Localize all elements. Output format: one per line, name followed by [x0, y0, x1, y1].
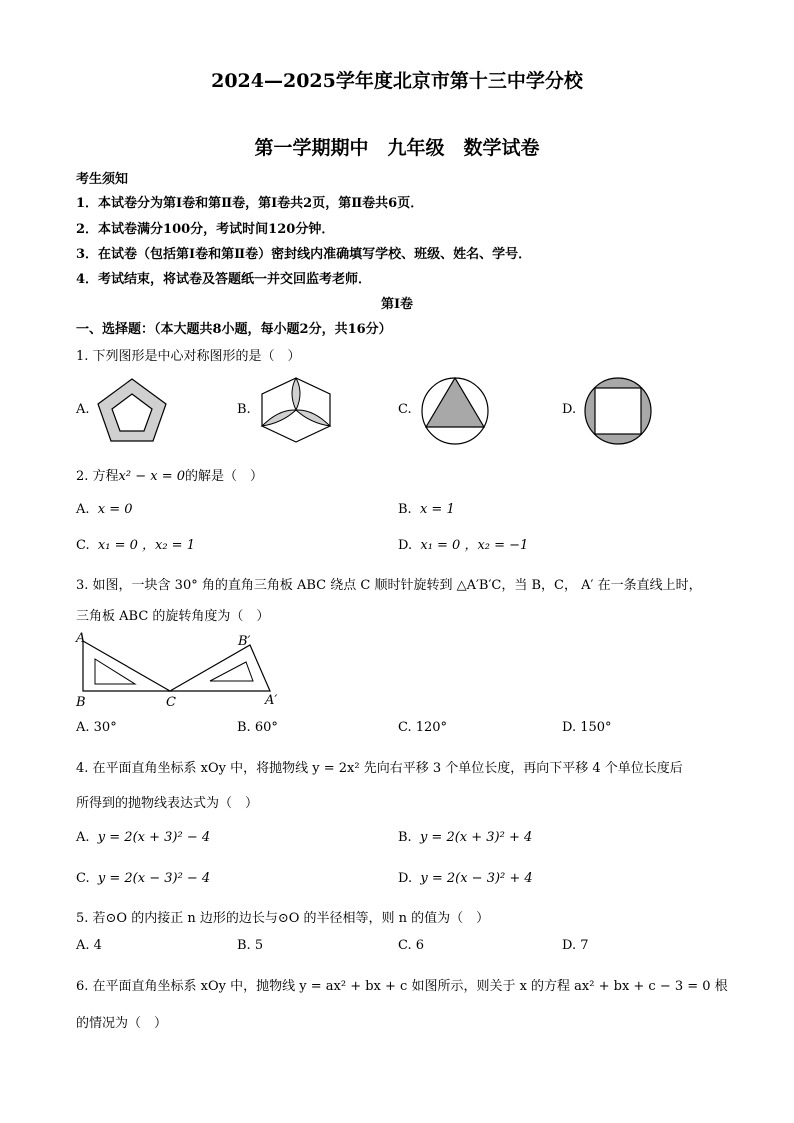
q5-option-a: A. 4: [76, 938, 102, 953]
q3-label-b-prime: B′: [238, 634, 251, 649]
q5-stem: 5. 若⊙O 的内接正 n 边形的边长与⊙O 的半径相等，则 n 的值为（ ）: [76, 911, 490, 926]
q3-option-a: A. 30°: [76, 720, 117, 735]
q3-label-a-prime: A′: [265, 693, 278, 708]
q6-stem-line1: 6. 在平面直角坐标系 xOy 中，抛物线 y = ax² + bx + c 如图所示，则关于 x 的方程 ax² + bx + c − 3 = 0 根: [76, 979, 728, 994]
exam-title: 2024—2025学年度北京市第十三中学分校: [211, 70, 583, 92]
q1-option-d-label: D.: [562, 402, 577, 417]
q1-figure-d-circle-square: [583, 376, 653, 446]
q2-stem: [76, 465, 263, 484]
q6-stem-line2: 的情况为（ ）: [76, 1016, 168, 1031]
q3-stem-line2: 三角板 ABC 的旋转角度为（ ）: [76, 609, 270, 624]
volume-heading: 第Ⅰ卷: [380, 297, 414, 312]
q4-option-b: B. y = 2(x + 3)² + 4: [398, 830, 533, 845]
q2-equation: x² − x = 0: [118, 469, 186, 484]
q3-label-a: A: [76, 631, 86, 646]
q2-option-c: C. x₁ = 0 ，x₂ = 1: [76, 538, 195, 553]
q2-option-a: A. x = 0: [76, 502, 133, 517]
notice-item: 2．本试卷满分100分，考试时间120分钟．: [76, 222, 335, 237]
q1-figure-c-circle-triangle: [420, 376, 490, 446]
q4-stem-line2: 所得到的抛物线表达式为（ ）: [76, 796, 259, 811]
q4-option-a: A. y = 2(x + 3)² − 4: [76, 830, 211, 845]
q3-stem-line1: 3. 如图，一块含 30° 角的直角三角板 ABC 绕点 C 顺时针旋转到 △A′B′C，当 B，C， A′ 在一条直线上时，: [76, 578, 702, 593]
q3-label-b: B: [76, 695, 86, 710]
q1-option-a-label: A.: [76, 402, 90, 417]
notice-heading: 考生须知: [76, 172, 129, 187]
q2-stem-pre: 2. 方程: [76, 469, 119, 484]
q2-option-b: B. x = 1: [398, 502, 455, 517]
q4-stem-line1: 4. 在平面直角坐标系 xOy 中，将抛物线 y = 2x² 先向右平移 3 个单位长度，再向下平移 4 个单位长度后: [76, 761, 683, 776]
q1-option-b-label: B.: [237, 402, 251, 417]
q3-label-c: C: [166, 695, 176, 710]
notice-item: 4．考试结束，将试卷及答题纸一并交回监考老师．: [76, 272, 372, 287]
q4-option-c: C. y = 2(x − 3)² − 4: [76, 871, 211, 886]
q3-option-b: B. 60°: [237, 720, 278, 735]
q2-option-d: D. x₁ = 0 ，x₂ = −1: [398, 538, 529, 553]
q3-option-c: C. 120°: [398, 720, 448, 735]
notice-item: 3．在试卷（包括第Ⅰ卷和第Ⅱ卷）密封线内准确填写学校、班级、姓名、学号．: [76, 247, 532, 262]
q5-option-d: D. 7: [562, 938, 589, 953]
notice-item: 1．本试卷分为第Ⅰ卷和第Ⅱ卷，第Ⅰ卷共2页，第Ⅱ卷共6页．: [76, 196, 424, 211]
q1-stem: 1. 下列图形是中心对称图形的是（ ）: [76, 349, 301, 364]
q1-option-c-label: C.: [398, 402, 412, 417]
q1-figure-a-pentagon: [96, 376, 176, 446]
q1-figure-b-hexagon: [258, 377, 338, 443]
q4-option-d: D. y = 2(x − 3)² + 4: [398, 871, 533, 886]
q3-figure-triangles: [70, 628, 290, 713]
q2-stem-post: 的解是（ ）: [185, 469, 264, 484]
q3-option-d: D. 150°: [562, 720, 612, 735]
q5-option-b: B. 5: [237, 938, 264, 953]
section-heading: 一、选择题：（本大题共8小题，每小题2分，共16分）: [76, 322, 392, 337]
q5-option-c: C. 6: [398, 938, 425, 953]
exam-subtitle: 第一学期期中 九年级 数学试卷: [254, 137, 540, 159]
